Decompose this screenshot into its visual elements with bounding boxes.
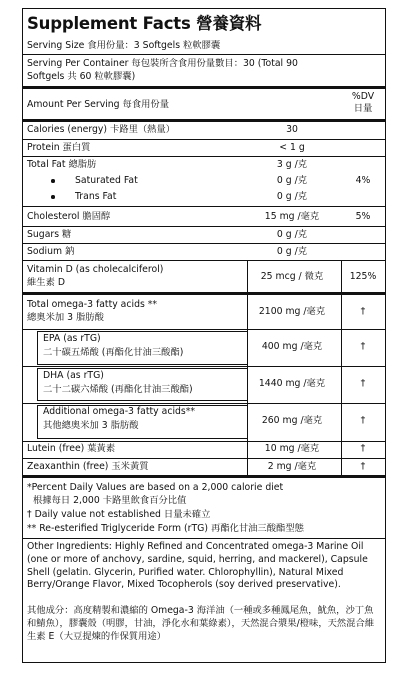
sugars-label: Sugars 糖 — [27, 229, 72, 240]
omega3-label: Total omega-3 fatty acids ** — [27, 299, 158, 310]
bullet-icon — [51, 195, 55, 199]
footnote-dv: *Percent Daily Values are based on a 2,000 calorie diet — [27, 482, 284, 493]
saturated-fat-label: Saturated Fat — [75, 175, 138, 186]
additional-amount: 260 mg /毫克 — [261, 415, 323, 426]
zeaxanthin-dv: † — [360, 461, 366, 472]
divider — [23, 366, 385, 367]
vitamin-d-label: Vitamin D (as cholecalciferol) — [27, 264, 164, 275]
zeaxanthin-label: Zeaxanthin (free) 玉米黃質 — [27, 461, 149, 472]
amount-per-serving-header: Amount Per Serving 每食用份量 — [27, 99, 170, 110]
panel-title: Supplement Facts 營養資料 — [27, 14, 262, 33]
footnote-dv-zh: 根據每日 2,000 卡路里飲食百分比值 — [33, 495, 187, 506]
supplement-facts-panel — [22, 8, 386, 663]
thick-divider — [23, 86, 385, 89]
zeaxanthin-amount: 2 mg /毫克 — [267, 461, 317, 472]
bullet-icon — [51, 179, 55, 183]
divider — [23, 458, 385, 459]
protein-amount: < 1 g — [279, 142, 305, 153]
column-divider — [341, 459, 342, 475]
sodium-label: Sodium 鈉 — [27, 246, 75, 257]
divider — [23, 226, 385, 227]
divider — [23, 329, 385, 330]
serving-size: Serving Size 食用份量：3 Softgels 粒軟膠囊 — [27, 40, 221, 51]
trans-fat-amount: 0 g /克 — [276, 191, 308, 202]
calories-amount: 30 — [286, 124, 298, 135]
dha-label-zh: 二十二碳六烯酸 (再酯化甘油三酸酯) — [43, 384, 193, 395]
thick-divider — [23, 475, 385, 478]
total-fat-amount: 3 g /克 — [276, 159, 308, 170]
saturated-fat-dv: 4% — [355, 175, 371, 186]
epa-amount: 400 mg /毫克 — [261, 341, 323, 352]
column-divider — [247, 261, 248, 292]
dha-amount: 1440 mg /毫克 — [258, 378, 326, 389]
trans-fat-label: Trans Fat — [75, 191, 117, 202]
divider — [23, 403, 385, 404]
cholesterol-label: Cholesterol 膽固醇 — [27, 211, 111, 222]
total-fat-label: Total Fat 總脂肪 — [27, 159, 97, 170]
sodium-amount: 0 g /克 — [276, 246, 308, 257]
column-divider — [341, 261, 342, 292]
divider — [23, 538, 385, 539]
servings-per-container-line1: Serving Per Container 每包裝所含食用份量數目：30 (Total 90 — [27, 58, 298, 69]
dha-label: DHA (as rTG) — [43, 370, 104, 381]
epa-label-zh: 二十碳五烯酸 (再酯化甘油三酸酯) — [43, 347, 184, 358]
dha-dv: † — [360, 378, 366, 389]
servings-per-container-line2: Softgels 共 60 粒軟膠囊) — [27, 71, 136, 82]
divider — [23, 441, 385, 442]
cholesterol-amount: 15 mg /毫克 — [264, 211, 320, 222]
vitamin-d-label-zh: 維生素 D — [27, 277, 66, 288]
protein-label: Protein 蛋白質 — [27, 142, 91, 153]
vitamin-d-dv: 125% — [349, 271, 377, 282]
additional-dv: † — [360, 415, 366, 426]
vitamin-d-amount: 25 mcg / 微克 — [260, 271, 324, 282]
other-ingredients-zh: 其他成分：高度精製和濃縮的 Omega-3 海洋油（一種或多種鳳尾魚，魷魚，沙丁魚和鯖魚），膠囊殼（明膠，甘油，淨化水和葉綠素），天然混合漿果/橙味，天然混合維生素 E（大豆提煉的作保質用途） — [27, 605, 375, 642]
divider — [23, 54, 385, 55]
saturated-fat-amount: 0 g /克 — [276, 175, 308, 186]
other-ingredients-en: Other Ingredients: Highly Refined and Concentrated omega-3 Marine Oil (one or more of anchovy, sardine, squid, herring, and mackerel), Capsule Shell (gelatin. Glycerin, Purified water. Chlorophyllin), Natural Mixed Berry/Orange Flavor, Mixed Tocopherols (soy derived preservative). — [27, 541, 368, 591]
footnote-rtg: ** Re-esterified Triglyceride Form (rTG) 再酯化甘油三酸酯型態 — [27, 523, 304, 534]
calories-label: Calories (energy) 卡路里（熱量） — [27, 124, 176, 135]
column-divider — [247, 459, 248, 475]
dv-header: %DV — [351, 91, 375, 102]
lutein-amount: 10 mg /毫克 — [264, 443, 320, 454]
lutein-dv: † — [360, 443, 366, 454]
cholesterol-dv: 5% — [355, 211, 371, 222]
omega3-label-zh: 總奧米加 3 脂肪酸 — [27, 312, 104, 323]
divider — [23, 156, 385, 157]
thick-divider — [23, 292, 385, 295]
epa-label: EPA (as rTG) — [43, 333, 101, 344]
additional-label: Additional omega-3 fatty acids** — [43, 406, 196, 417]
thick-divider — [23, 119, 385, 122]
omega3-amount: 2100 mg /毫克 — [258, 306, 326, 317]
epa-dv: † — [360, 341, 366, 352]
omega3-dv: † — [360, 306, 366, 317]
sugars-amount: 0 g /克 — [276, 229, 308, 240]
lutein-label: Lutein (free) 葉黃素 — [27, 443, 116, 454]
divider — [23, 260, 385, 261]
dv-header-zh: 日量 — [353, 103, 373, 114]
additional-label-zh: 其他總奧米加 3 脂肪酸 — [43, 420, 139, 431]
footnote-dagger: † Daily value not established 日量未確立 — [27, 509, 211, 520]
divider — [23, 206, 385, 207]
divider — [23, 243, 385, 244]
divider — [23, 139, 385, 140]
